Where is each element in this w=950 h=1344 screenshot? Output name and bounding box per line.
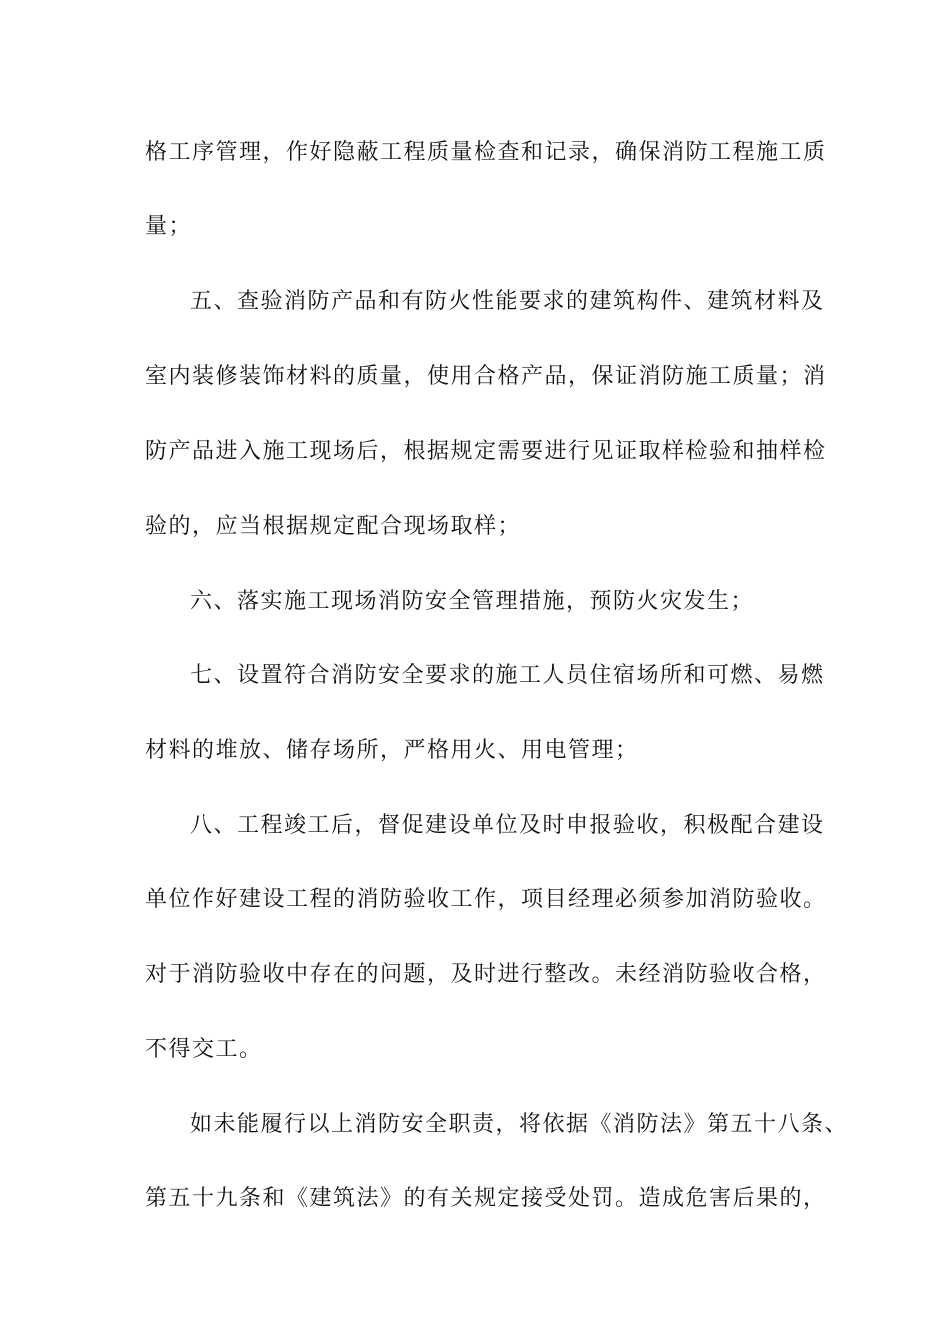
paragraph-closing-start: 如未能履行以上消防安全职责，将依据《消防法》第五十八条、: [190, 1112, 849, 1137]
text-line: 验的，应当根据规定配合现场取样；: [145, 514, 522, 539]
text-line: 格工序管理，作好隐蔽工程质量检查和记录，确保消防工程施工质: [145, 140, 827, 165]
text-line: 对于消防验收中存在的问题，及时进行整改。未经消防验收合格，: [145, 962, 827, 987]
text-line: 第五十九条和《建筑法》的有关规定接受处罚。造成危害后果的，: [145, 1186, 827, 1211]
text-line: 防产品进入施工现场后，根据规定需要进行见证取样检验和抽样检: [145, 439, 827, 464]
text-line: 单位作好建设工程的消防验收工作，项目经理必须参加消防验收。: [145, 887, 827, 912]
text-line: 室内装修装饰材料的质量，使用合格产品，保证消防施工质量；消: [145, 364, 827, 389]
paragraph-8-start: 八、工程竣工后，督促建设单位及时申报验收，积极配合建设: [190, 813, 825, 838]
text-line: 材料的堆放、储存场所，严格用火、用电管理；: [145, 738, 639, 763]
paragraph-7-start: 七、设置符合消防安全要求的施工人员住宿场所和可燃、易燃: [190, 663, 825, 688]
text-line: 量；: [145, 214, 193, 239]
text-line: 不得交工。: [145, 1037, 263, 1062]
paragraph-6-start: 六、落实施工现场消防安全管理措施，预防火灾发生；: [190, 589, 755, 614]
paragraph-5-start: 五、查验消防产品和有防火性能要求的建筑构件、建筑材料及: [190, 289, 825, 314]
